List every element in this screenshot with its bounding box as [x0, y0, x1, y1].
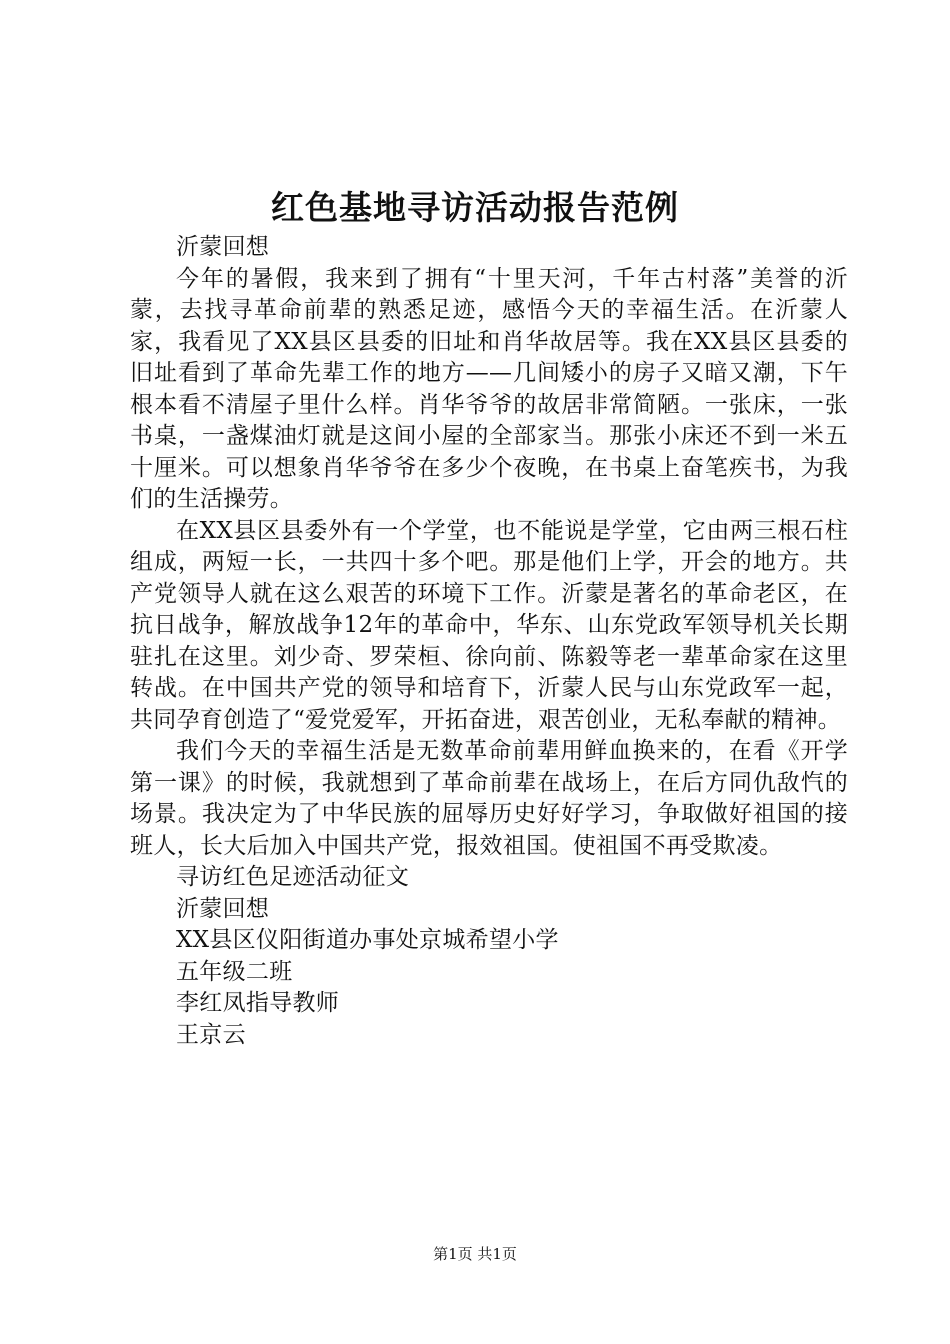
paragraph-1: 今年的暑假，我来到了拥有“十里天河，千年古村落”美誉的沂蒙，去找寻革命前辈的熟悉足迹，感悟今天的幸福生活。在沂蒙人家，我看见了XX县区县委的旧址和肖华故居等。我在XX县区县委的旧址看到了革命先辈工作的地方——几间矮小的房子又暗又潮，下午根本看不清屋子里什么样。肖华爷爷的故居非常简陋。一张床，一张书桌，一盏煤油灯就是这间小屋的全部家当。那张小床还不到一米五十厘米。可以想象肖华爷爷在多少个夜晚，在书桌上奋笔疾书，为我们的生活操劳。 — [130, 265, 848, 512]
heading-line: 沂蒙回想 — [176, 234, 270, 260]
paragraph-3: 我们今天的幸福生活是无数革命前辈用鲜血换来的，在看《开学第一课》的时候，我就想到了革命前辈在战场上，在后方同仇敌忾的场景。我决定为了中华民族的屈辱历史好好学习，争取做好祖国的接班人，长大后加入中国共产党，报效祖国。使祖国不再受欺凌。 — [130, 738, 848, 859]
signature-line-4: 五年级二班 — [176, 958, 293, 985]
signature-line-1: 寻访红色足迹活动征文 — [176, 864, 409, 890]
document-title: 红色基地寻访活动报告范例 — [271, 188, 679, 227]
signature-line-6: 王京云 — [176, 1021, 246, 1048]
paragraph-2: 在XX县区县委外有一个学堂，也不能说是学堂，它由两三根石柱组成，两短一长，一共四十多个吧。那是他们上学，开会的地方。共产党领导人就在这么艰苦的环境下工作。沂蒙是著名的革命老区，在抗日战争，解放战争12年的革命中，华东、山东党政军领导机关长期驻扎在这里。刘少奇、罗荣桓、徐向前、陈毅等老一辈革命家在这里转战。在中国共产党的领导和培育下，沂蒙人民与山东党政军一起，共同孕育创造了“爱党爱军，开拓奋进，艰苦创业，无私奉献的精神。 — [130, 517, 848, 733]
signature-line-2: 沂蒙回想 — [176, 895, 270, 922]
signature-line-5: 李红凤指导教师 — [176, 990, 340, 1016]
signature-line-3: XX县区仪阳街道办事处京城希望小学 — [176, 927, 559, 953]
page-footer: 第1页 共1页 — [433, 1245, 517, 1263]
document-body — [130, 232, 848, 1051]
